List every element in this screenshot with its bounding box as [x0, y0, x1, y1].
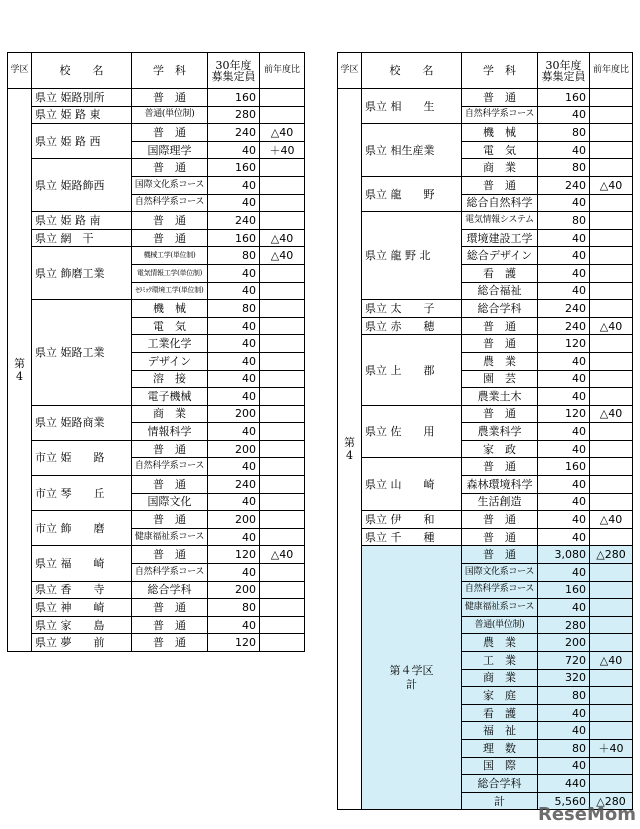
- subject-cell: 普 通: [132, 476, 208, 494]
- totals-subject-cell: 計: [462, 792, 538, 810]
- right-row: [338, 511, 633, 529]
- totals-change-cell: [590, 775, 633, 793]
- quota-cell: 40: [538, 352, 590, 370]
- change-cell: ＋40: [260, 141, 305, 159]
- quota-cell: 80: [538, 124, 590, 142]
- subject-cell: 普 通: [132, 599, 208, 617]
- change-cell: [260, 159, 305, 177]
- school-name: 市立 姫 路: [32, 440, 132, 475]
- change-cell: [260, 282, 305, 300]
- quota-cell: 200: [208, 405, 260, 423]
- change-cell: [590, 335, 633, 353]
- left-row: [8, 229, 305, 247]
- change-cell: △40: [590, 511, 633, 529]
- school-name: 県立 姫路工業: [32, 300, 132, 406]
- right-row: [338, 89, 633, 107]
- left-row: [8, 124, 305, 142]
- quota-cell: 240: [538, 176, 590, 194]
- right-row: [338, 212, 633, 230]
- quota-cell: 40: [208, 423, 260, 441]
- right-quota-table: [337, 52, 633, 810]
- totals-change-cell: [590, 581, 633, 599]
- right-row: [338, 124, 633, 142]
- school-name: 県立 千 種: [362, 528, 462, 546]
- subject-cell: 総合デザイン: [462, 247, 538, 265]
- school-name: 県立 福 崎: [32, 546, 132, 581]
- subject-cell: 普 通: [132, 511, 208, 529]
- totals-subject-cell: 家 庭: [462, 687, 538, 705]
- subject-cell: 電気情報システム: [462, 212, 538, 230]
- totals-subject-cell: 看 護: [462, 704, 538, 722]
- change-cell: [260, 493, 305, 511]
- totals-quota-cell: 280: [538, 616, 590, 634]
- totals-quota-cell: 40: [538, 704, 590, 722]
- change-cell: [590, 212, 633, 230]
- school-name: 市立 飾 磨: [32, 511, 132, 546]
- subject-cell: ｾﾗﾐｯｸ環境工学(単位制): [132, 282, 208, 300]
- left-row: [8, 546, 305, 564]
- subject-cell: 普 通: [132, 212, 208, 230]
- change-cell: [260, 335, 305, 353]
- school-name: 県立 姫路別所: [32, 89, 132, 107]
- change-cell: [260, 581, 305, 599]
- quota-cell: 40: [538, 511, 590, 529]
- right-row: [338, 528, 633, 546]
- totals-change-cell: [590, 757, 633, 775]
- totals-change-cell: [590, 599, 633, 617]
- change-cell: [590, 493, 633, 511]
- change-cell: [590, 229, 633, 247]
- subject-cell: 農業土木: [462, 388, 538, 406]
- quota-cell: 40: [208, 264, 260, 282]
- totals-change-cell: [590, 722, 633, 740]
- quota-cell: 40: [208, 616, 260, 634]
- subject-header: 学 科: [462, 53, 538, 89]
- subject-cell: 国際理学: [132, 141, 208, 159]
- change-cell: [260, 440, 305, 458]
- totals-quota-cell: 160: [538, 581, 590, 599]
- subject-cell: 国際文化: [132, 493, 208, 511]
- totals-quota-cell: 720: [538, 652, 590, 670]
- right-header-row: [338, 53, 633, 89]
- district-label: 第 4: [8, 89, 32, 652]
- quota-cell: 40: [538, 141, 590, 159]
- school-name: 県立 龍 野: [362, 176, 462, 211]
- totals-quota-cell: 200: [538, 634, 590, 652]
- subject-cell: 健康福祉系コース: [132, 528, 208, 546]
- quota-cell: 240: [538, 300, 590, 318]
- change-cell: [590, 370, 633, 388]
- subject-cell: 普 通: [132, 159, 208, 177]
- right-row: [338, 458, 633, 476]
- totals-subject-cell: 福 祉: [462, 722, 538, 740]
- subject-cell: 溶 接: [132, 370, 208, 388]
- quota-cell: 40: [208, 282, 260, 300]
- change-cell: [590, 282, 633, 300]
- school-name: 県立 太 子: [362, 300, 462, 318]
- left-row: [8, 159, 305, 177]
- totals-quota-cell: 80: [538, 687, 590, 705]
- change-cell: [260, 616, 305, 634]
- change-cell: △40: [590, 176, 633, 194]
- quota-cell: 40: [208, 352, 260, 370]
- quota-cell: 280: [208, 106, 260, 124]
- subject-cell: 普 通: [132, 616, 208, 634]
- subject-cell: 電気情報工学(単位制): [132, 264, 208, 282]
- quota-cell: 120: [538, 405, 590, 423]
- change-cell: [260, 405, 305, 423]
- quota-cell: 40: [538, 229, 590, 247]
- left-row: [8, 212, 305, 230]
- change-cell: △40: [260, 229, 305, 247]
- school-name: 県立 伊 和: [362, 511, 462, 529]
- quota-cell: 120: [208, 546, 260, 564]
- quota-cell: 40: [538, 264, 590, 282]
- totals-change-cell: ＋40: [590, 739, 633, 757]
- subject-cell: デザイン: [132, 352, 208, 370]
- change-cell: [260, 212, 305, 230]
- totals-subject-cell: 国 際: [462, 757, 538, 775]
- totals-subject-cell: 商 業: [462, 669, 538, 687]
- subject-cell: 生活創造: [462, 493, 538, 511]
- totals-quota-cell: 40: [538, 722, 590, 740]
- subject-cell: 自然科学系コース: [132, 194, 208, 212]
- change-header: 前年度比: [590, 53, 633, 89]
- school-name: 県立 姫 路 南: [32, 212, 132, 230]
- totals-subject-cell: 農 業: [462, 634, 538, 652]
- subject-cell: 工業化学: [132, 335, 208, 353]
- left-row: [8, 89, 305, 107]
- totals-row: [338, 546, 633, 564]
- subject-cell: 普 通: [462, 458, 538, 476]
- resemom-watermark: ReseMom: [537, 804, 636, 825]
- subject-cell: 普 通: [462, 528, 538, 546]
- totals-subject-cell: 理 数: [462, 739, 538, 757]
- subject-cell: 看 護: [462, 264, 538, 282]
- school-name: 県立 赤 穂: [362, 317, 462, 335]
- subject-cell: 自然科学系コース: [132, 564, 208, 582]
- school-name: 県立 相生産業: [362, 124, 462, 177]
- totals-subject-cell: 普 通: [462, 546, 538, 564]
- totals-change-cell: △280: [590, 546, 633, 564]
- subject-cell: 情報科学: [132, 423, 208, 441]
- change-cell: [260, 511, 305, 529]
- totals-change-cell: [590, 616, 633, 634]
- quota-cell: 40: [208, 564, 260, 582]
- quota-cell: 40: [538, 194, 590, 212]
- change-cell: △40: [590, 317, 633, 335]
- school-name: 県立 飾磨工業: [32, 247, 132, 300]
- subject-cell: 普 通: [132, 124, 208, 142]
- left-quota-table: [7, 52, 305, 652]
- district-header: 学区: [8, 53, 32, 89]
- school-name: 県立 姫 路 東: [32, 106, 132, 124]
- change-cell: [260, 317, 305, 335]
- subject-cell: 農 業: [462, 352, 538, 370]
- totals-change-cell: [590, 687, 633, 705]
- quota-cell: 40: [208, 317, 260, 335]
- left-row: [8, 599, 305, 617]
- totals-quota-cell: 40: [538, 599, 590, 617]
- change-cell: [260, 476, 305, 494]
- school-name: 県立 姫路飾西: [32, 159, 132, 212]
- quota-cell: 240: [208, 124, 260, 142]
- subject-cell: 普 通: [132, 89, 208, 107]
- left-row: [8, 476, 305, 494]
- change-cell: [260, 634, 305, 652]
- quota-cell: 160: [538, 89, 590, 107]
- quota-cell: 240: [208, 476, 260, 494]
- totals-subject-cell: 工 業: [462, 652, 538, 670]
- totals-quota-cell: 80: [538, 739, 590, 757]
- change-cell: [260, 300, 305, 318]
- totals-quota-cell: 5,560: [538, 792, 590, 810]
- quota-cell: 40: [538, 370, 590, 388]
- left-row: [8, 511, 305, 529]
- totals-subject-cell: 健康福祉系コース: [462, 599, 538, 617]
- left-row: [8, 440, 305, 458]
- change-cell: [590, 440, 633, 458]
- right-row: [338, 176, 633, 194]
- quota-cell: 240: [538, 317, 590, 335]
- subject-header: 学 科: [132, 53, 208, 89]
- change-cell: [260, 388, 305, 406]
- quota-header: 30年度 募集定員: [538, 53, 590, 89]
- quota-cell: 160: [208, 159, 260, 177]
- totals-change-cell: [590, 634, 633, 652]
- subject-cell: 普 通: [462, 405, 538, 423]
- subject-cell: 普 通: [132, 546, 208, 564]
- left-row: [8, 106, 305, 124]
- change-cell: △40: [260, 247, 305, 265]
- quota-cell: 200: [208, 511, 260, 529]
- school-name: 県立 神 崎: [32, 599, 132, 617]
- change-cell: [260, 106, 305, 124]
- change-cell: [260, 423, 305, 441]
- change-cell: [260, 194, 305, 212]
- subject-cell: 自然科学系コース: [132, 458, 208, 476]
- subject-cell: 農業科学: [462, 423, 538, 441]
- quota-cell: 40: [208, 370, 260, 388]
- quota-cell: 40: [538, 493, 590, 511]
- school-name: 県立 相 生: [362, 89, 462, 124]
- quota-cell: 40: [208, 528, 260, 546]
- quota-cell: 120: [538, 335, 590, 353]
- left-row: [8, 300, 305, 318]
- totals-subject-cell: 普通(単位制): [462, 616, 538, 634]
- subject-cell: 普 通: [132, 634, 208, 652]
- totals-quota-cell: 40: [538, 757, 590, 775]
- change-cell: [590, 388, 633, 406]
- school-name: 県立 龍 野 北: [362, 212, 462, 300]
- school-name: 県立 上 郡: [362, 335, 462, 405]
- change-cell: [260, 176, 305, 194]
- subject-cell: 普 通: [462, 176, 538, 194]
- quota-cell: 40: [208, 335, 260, 353]
- quota-cell: 160: [208, 89, 260, 107]
- quota-cell: 40: [208, 458, 260, 476]
- change-cell: [590, 89, 633, 107]
- quota-cell: 80: [208, 247, 260, 265]
- quota-cell: 80: [538, 212, 590, 230]
- quota-cell: 80: [208, 300, 260, 318]
- totals-quota-cell: 440: [538, 775, 590, 793]
- change-cell: [590, 458, 633, 476]
- left-header-row: [8, 53, 305, 89]
- subject-cell: 商 業: [462, 159, 538, 177]
- right-row: [338, 300, 633, 318]
- totals-subject-cell: 国際文化系コース: [462, 564, 538, 582]
- subject-cell: 普 通: [462, 511, 538, 529]
- totals-quota-cell: 320: [538, 669, 590, 687]
- subject-cell: 商 業: [132, 405, 208, 423]
- change-cell: [590, 106, 633, 124]
- change-cell: [590, 476, 633, 494]
- change-cell: [260, 528, 305, 546]
- school-name: 県立 佐 用: [362, 405, 462, 458]
- subject-cell: 総合福祉: [462, 282, 538, 300]
- subject-cell: 普 通: [462, 335, 538, 353]
- change-cell: [260, 458, 305, 476]
- quota-cell: 200: [208, 440, 260, 458]
- quota-cell: 160: [538, 458, 590, 476]
- quota-cell: 120: [208, 634, 260, 652]
- change-header: 前年度比: [260, 53, 305, 89]
- change-cell: [590, 194, 633, 212]
- subject-cell: 機械工学(単位制): [132, 247, 208, 265]
- school-header: 校 名: [32, 53, 132, 89]
- quota-cell: 40: [208, 141, 260, 159]
- change-cell: [590, 264, 633, 282]
- change-cell: △40: [590, 405, 633, 423]
- school-name: 県立 姫 路 西: [32, 124, 132, 159]
- totals-change-cell: △40: [590, 652, 633, 670]
- school-name: 市立 琴 丘: [32, 476, 132, 511]
- district-header: 学区: [338, 53, 362, 89]
- change-cell: [590, 159, 633, 177]
- subject-cell: 国際文化系コース: [132, 176, 208, 194]
- change-cell: [260, 89, 305, 107]
- quota-cell: 40: [208, 493, 260, 511]
- change-cell: [260, 599, 305, 617]
- totals-change-cell: [590, 564, 633, 582]
- totals-quota-cell: 3,080: [538, 546, 590, 564]
- right-row: [338, 405, 633, 423]
- subject-cell: 普 通: [462, 89, 538, 107]
- subject-cell: 総合自然科学: [462, 194, 538, 212]
- subject-cell: 総合学科: [462, 300, 538, 318]
- left-row: [8, 634, 305, 652]
- right-row: [338, 317, 633, 335]
- change-cell: [590, 423, 633, 441]
- quota-cell: 40: [208, 388, 260, 406]
- change-cell: [590, 528, 633, 546]
- quota-cell: 160: [208, 229, 260, 247]
- quota-cell: 40: [538, 440, 590, 458]
- totals-subject-cell: 総合学科: [462, 775, 538, 793]
- subject-cell: 環境建設工学: [462, 229, 538, 247]
- school-name: 県立 山 崎: [362, 458, 462, 511]
- change-cell: [260, 352, 305, 370]
- quota-cell: 40: [208, 194, 260, 212]
- quota-cell: 40: [208, 176, 260, 194]
- quota-cell: 40: [538, 476, 590, 494]
- school-header: 校 名: [362, 53, 462, 89]
- district-label: 第 4: [338, 89, 362, 810]
- change-cell: [590, 300, 633, 318]
- quota-cell: 200: [208, 581, 260, 599]
- change-cell: △40: [260, 546, 305, 564]
- totals-quota-cell: 40: [538, 564, 590, 582]
- quota-cell: 40: [538, 282, 590, 300]
- school-name: 県立 家 島: [32, 616, 132, 634]
- quota-cell: 40: [538, 247, 590, 265]
- quota-cell: 240: [208, 212, 260, 230]
- change-cell: [260, 370, 305, 388]
- quota-cell: 80: [538, 159, 590, 177]
- school-name: 県立 姫路商業: [32, 405, 132, 440]
- subject-cell: 普 通: [132, 440, 208, 458]
- subject-cell: 家 政: [462, 440, 538, 458]
- change-cell: [590, 247, 633, 265]
- subject-cell: 普通(単位制): [132, 106, 208, 124]
- totals-change-cell: [590, 704, 633, 722]
- totals-change-cell: [590, 669, 633, 687]
- quota-cell: 80: [208, 599, 260, 617]
- quota-cell: 40: [538, 528, 590, 546]
- change-cell: [590, 352, 633, 370]
- totals-label: 第４学区 計: [362, 546, 462, 810]
- subject-cell: 普 通: [132, 229, 208, 247]
- quota-cell: 40: [538, 106, 590, 124]
- subject-cell: 総合学科: [132, 581, 208, 599]
- totals-subject-cell: 自然科学系コース: [462, 581, 538, 599]
- subject-cell: 森林環境科学: [462, 476, 538, 494]
- totals-change-cell: △280: [590, 792, 633, 810]
- left-row: [8, 405, 305, 423]
- change-cell: [260, 564, 305, 582]
- school-name: 県立 網 干: [32, 229, 132, 247]
- subject-cell: 普 通: [462, 317, 538, 335]
- left-row: [8, 247, 305, 265]
- change-cell: [590, 141, 633, 159]
- subject-cell: 機 械: [132, 300, 208, 318]
- quota-header: 30年度 募集定員: [208, 53, 260, 89]
- quota-cell: 40: [538, 388, 590, 406]
- subject-cell: 機 械: [462, 124, 538, 142]
- change-cell: △40: [260, 124, 305, 142]
- left-row: [8, 616, 305, 634]
- change-cell: [260, 264, 305, 282]
- school-name: 県立 夢 前: [32, 634, 132, 652]
- subject-cell: 園 芸: [462, 370, 538, 388]
- subject-cell: 電 気: [462, 141, 538, 159]
- right-row: [338, 335, 633, 353]
- change-cell: [590, 124, 633, 142]
- school-name: 県立 香 寺: [32, 581, 132, 599]
- subject-cell: 電子機械: [132, 388, 208, 406]
- subject-cell: 電 気: [132, 317, 208, 335]
- quota-cell: 40: [538, 423, 590, 441]
- left-row: [8, 581, 305, 599]
- subject-cell: 自然科学系コース: [462, 106, 538, 124]
